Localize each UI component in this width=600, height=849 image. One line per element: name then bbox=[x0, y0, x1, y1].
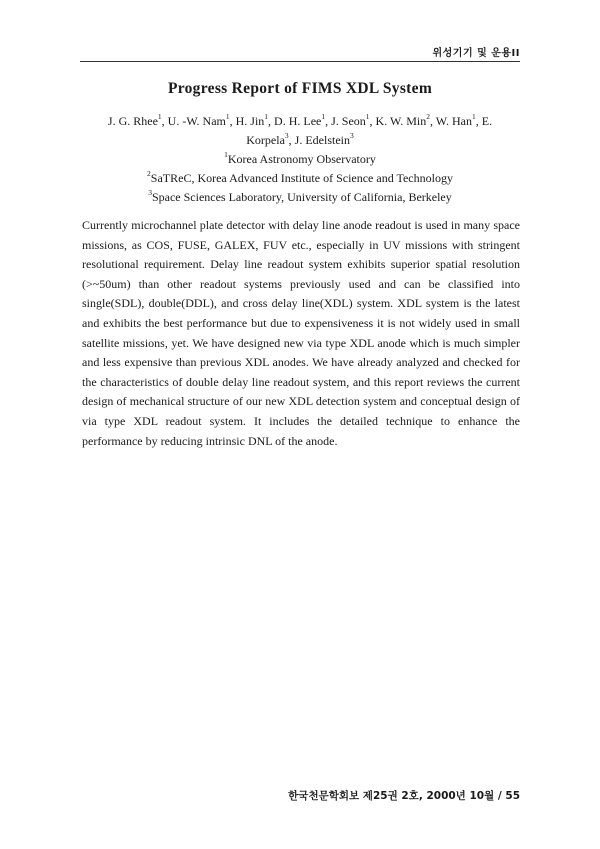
affiliation-name: Space Sciences Laboratory, University of California, Berkeley bbox=[151, 190, 452, 204]
journal-citation: 한국천문학회보 제25권 2호, 2000년 10월 / 55 bbox=[288, 790, 520, 802]
author bbox=[331, 114, 375, 128]
author bbox=[274, 114, 331, 128]
author bbox=[168, 114, 236, 128]
author-affiliation-mark: 1 bbox=[264, 112, 269, 121]
author bbox=[295, 133, 354, 147]
author-name: J. Edelstein bbox=[294, 133, 350, 147]
author-affiliation-mark: 2 bbox=[426, 112, 430, 121]
author-separator: , bbox=[229, 114, 236, 128]
author-name: D. H. Lee bbox=[274, 114, 322, 128]
author-name: K. W. Min bbox=[375, 114, 427, 128]
affiliation-mark: 3 bbox=[148, 188, 152, 197]
author-affiliation-mark: 1 bbox=[365, 112, 370, 121]
author-affiliation-mark: 1 bbox=[225, 112, 230, 121]
author bbox=[376, 114, 436, 128]
author-affiliation-mark: 1 bbox=[321, 112, 326, 121]
affiliation-list bbox=[0, 150, 600, 207]
affiliation-line bbox=[0, 188, 600, 207]
affiliation-name: SaTReC, Korea Advanced Institute of Science and Technology bbox=[150, 171, 453, 185]
author-affiliation-mark: 3 bbox=[284, 131, 289, 140]
affiliation-name: Korea Astronomy Observatory bbox=[227, 152, 376, 166]
author-name: J. G. Rhee bbox=[107, 114, 158, 128]
author-separator: , bbox=[325, 114, 332, 128]
author-name: U. -W. Nam bbox=[167, 114, 226, 128]
header-divider bbox=[80, 61, 520, 62]
affiliation-line bbox=[0, 169, 600, 188]
author-separator: , bbox=[369, 114, 376, 128]
author-separator: , bbox=[268, 114, 275, 128]
author-name: H. Jin bbox=[235, 114, 265, 128]
author-separator: , bbox=[288, 133, 295, 147]
author-affiliation-mark: 1 bbox=[472, 112, 476, 121]
running-header: 위성기기 및 운용II bbox=[432, 48, 520, 59]
affiliation-line bbox=[0, 150, 600, 169]
paper-title: Progress Report of FIMS XDL System bbox=[167, 80, 433, 97]
author-separator: , bbox=[429, 114, 436, 128]
author-name: E. Korpela bbox=[246, 114, 493, 147]
author bbox=[236, 114, 274, 128]
author-affiliation-mark: 1 bbox=[157, 112, 162, 121]
author-separator: , bbox=[475, 114, 482, 128]
affiliation-mark: 1 bbox=[224, 150, 228, 159]
author-affiliation-mark: 3 bbox=[349, 131, 354, 140]
author bbox=[108, 114, 168, 128]
abstract-text: Currently microchannel plate detector with delay line anode readout is used in many space missions, as COS, FUSE, GALEX, FUV etc., especially in UV missions with stringent resolutional requirement. Delay line readout system exhibits superior spatial resolution (>~50um) than other readout systems previously used and can be classified into single(SDL), double(DDL), and cross delay line(XDL) system. XDL system is the latest and exhibits the best performance but due to expensiveness it is not widely used in small satellite missions, yet. We have designed new via type XDL anode which is much simpler and less expensive than previous XDL anodes. We have already analyzed and checked for the characteristics of double delay line readout system, and this report reviews the current design of mechanical structure of our new XDL detection system and conceptual design of via type XDL readout system. It includes the detailed technique to enhance the performance by reducing intrinsic DNL of the anode. bbox=[82, 218, 520, 448]
affiliation-mark: 2 bbox=[147, 169, 151, 178]
author-separator: , bbox=[161, 114, 168, 128]
author-name: J. Seon bbox=[331, 114, 366, 128]
author bbox=[436, 114, 482, 128]
author-list bbox=[90, 112, 510, 150]
author-name: W. Han bbox=[435, 114, 472, 128]
